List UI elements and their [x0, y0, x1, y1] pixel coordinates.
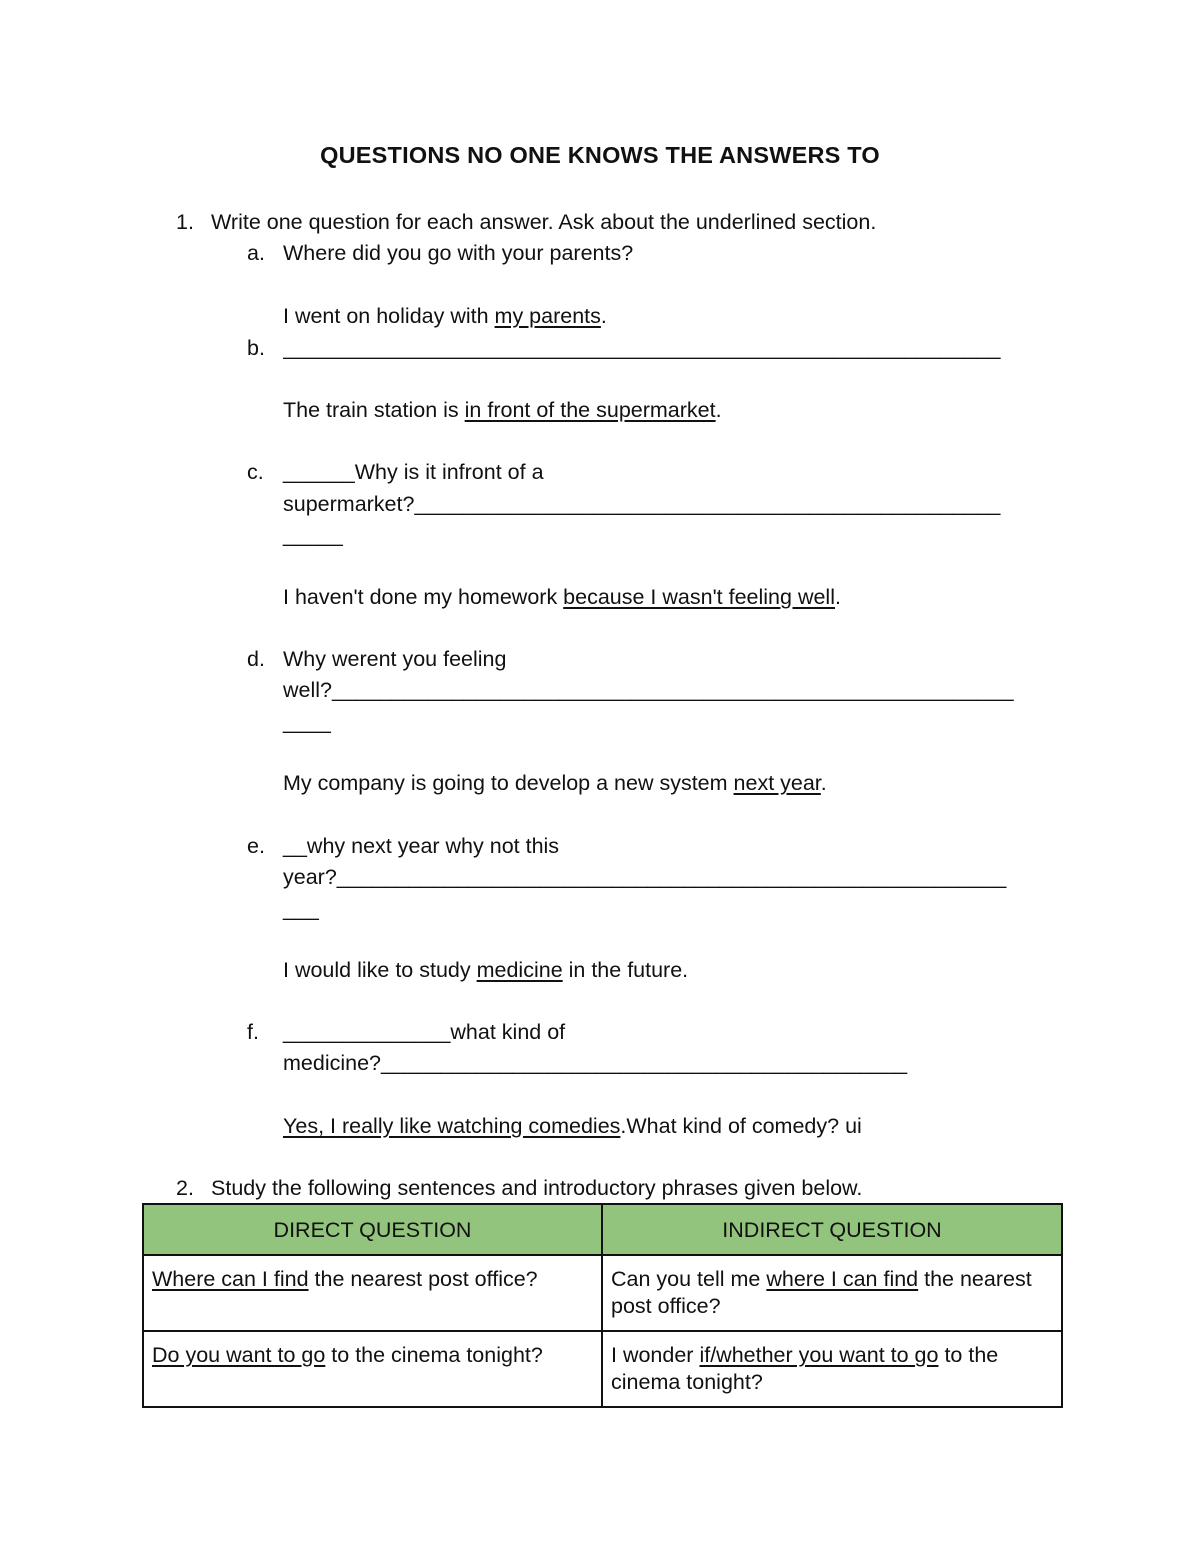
table-row [143, 1255, 1062, 1331]
answer-underlined: next year [733, 771, 821, 795]
item-f-letter: f. [247, 1020, 259, 1044]
answer-punct: . [835, 585, 841, 609]
answer-underlined: my parents [494, 304, 601, 328]
item-c-question-line1: ______Why is it infront of a [283, 460, 544, 484]
item-d-question-line1: Why werent you feeling [283, 647, 507, 671]
answer-punct: . [715, 398, 722, 422]
question-2-number: 2. [176, 1176, 194, 1200]
question-2-instruction: Study the following sentences and introductory phrases given below. [211, 1176, 863, 1200]
cell-text: the nearest post office? [308, 1267, 538, 1291]
answer-underlined: because I wasn't feeling well [563, 585, 835, 609]
cell-text: the nearest post office? [611, 1267, 1032, 1318]
direct-question-cell [143, 1331, 602, 1407]
item-d-letter: d. [247, 647, 265, 671]
answer-text: My company is going to develop a new system [283, 771, 734, 795]
cell-text: to the cinema tonight? [611, 1343, 999, 1394]
answer-punct: .What kind of comedy? ui [620, 1114, 862, 1138]
page-title: QUESTIONS NO ONE KNOWS THE ANSWERS TO [320, 142, 880, 168]
item-d-answer [283, 769, 827, 797]
underlined-phrase: Do you want to go [152, 1343, 326, 1367]
answer-underlined: medicine [476, 958, 563, 982]
answer-text: I would like to study [283, 958, 477, 982]
item-e-answer [283, 956, 688, 984]
item-a-answer [283, 302, 607, 330]
answer-punct: . [600, 304, 607, 328]
item-e-question-line2: year?________________________________________________________ [283, 865, 1007, 889]
item-b-question: ____________________________________________________________ [283, 336, 1001, 360]
item-d-question-line3: ____ [283, 710, 331, 734]
item-e-question-line1: __why next year why not this [283, 834, 560, 858]
item-c-letter: c. [247, 460, 264, 484]
answer-text: The train station is [283, 398, 465, 422]
item-c-question-line3: _____ [283, 523, 343, 547]
item-b-answer [283, 396, 722, 424]
item-d-question-line2: well?_________________________________________________________ [283, 678, 1014, 702]
cell-text: Can you tell me [611, 1267, 767, 1291]
cell-text: I wonder [611, 1343, 700, 1367]
indirect-question-cell [602, 1255, 1062, 1331]
item-f-question-line1: ______________what kind of [283, 1020, 566, 1044]
item-e-letter: e. [247, 834, 265, 858]
table-row [143, 1331, 1062, 1407]
cell-text: to the cinema tonight? [325, 1343, 543, 1367]
answer-punct: . [820, 771, 827, 795]
answer-text: I haven't done my homework [283, 585, 564, 609]
direct-question-cell [143, 1255, 602, 1331]
underlined-phrase: where I can find [766, 1267, 919, 1291]
header-direct-question: DIRECT QUESTION [143, 1204, 602, 1255]
question-1-number: 1. [176, 210, 194, 234]
item-f-answer [283, 1112, 862, 1140]
answer-text: I went on holiday with [283, 304, 495, 328]
item-f-question-line2: medicine?____________________________________________ [283, 1051, 908, 1075]
answer-underlined: Yes, I really like watching comedies [283, 1114, 621, 1138]
question-1-instruction: Write one question for each answer. Ask about the underlined section. [211, 210, 877, 234]
answer-underlined: in front of the supermarket [464, 398, 716, 422]
underlined-phrase: if/whether you want to go [699, 1343, 939, 1367]
item-b-letter: b. [247, 336, 265, 360]
table-header-row [143, 1204, 1062, 1255]
item-c-question-line2: supermarket?_________________________________________________ [283, 492, 1001, 516]
item-e-question-line3: ___ [283, 897, 319, 921]
indirect-question-cell [602, 1331, 1062, 1407]
answer-punct: in the future. [562, 958, 689, 982]
header-indirect-question: INDIRECT QUESTION [602, 1204, 1062, 1255]
item-a-question: Where did you go with your parents? [283, 241, 634, 265]
question-comparison-table [142, 1203, 1063, 1408]
item-a-letter: a. [247, 241, 265, 265]
underlined-phrase: Where can I find [152, 1267, 309, 1291]
item-c-answer [283, 583, 841, 611]
